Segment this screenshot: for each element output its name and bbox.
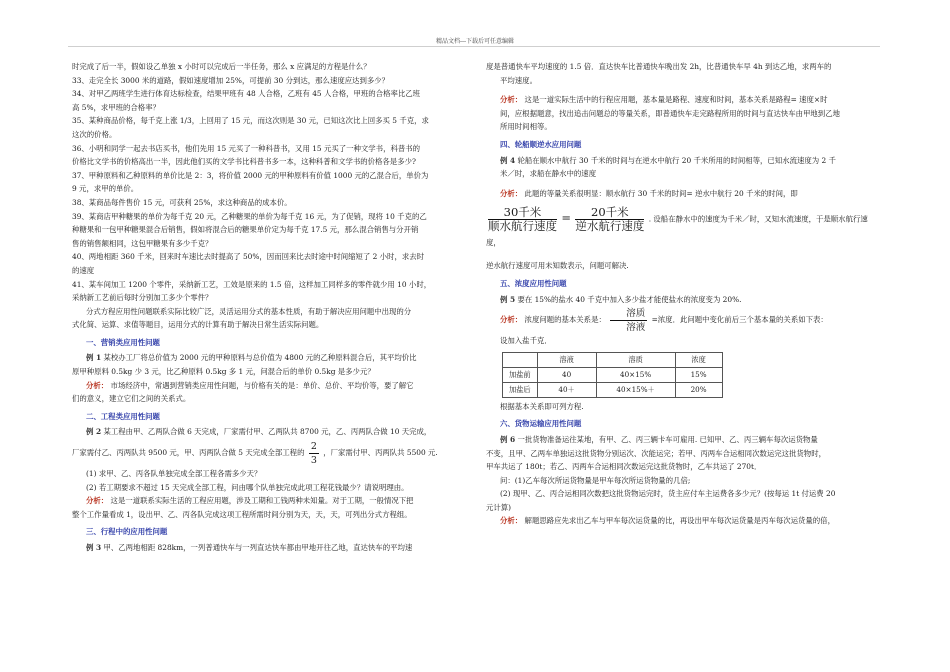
section-heading-engineering: 二、工程类应用性问题 — [86, 411, 160, 421]
fraction-numerator: 2 — [310, 440, 317, 452]
section-heading-transport: 六、货物运输应用性问题 — [500, 419, 582, 429]
text-line: 41、某车间加工 1200 个零件，采纳新工艺，工效是原来的 1.5 倍，这样加工同样多的零件就少用 10 小时， — [72, 279, 432, 289]
section-heading-marketing: 一、营销类应用性问题 — [86, 337, 160, 347]
table-header-row — [503, 352, 723, 367]
example-label: 例 3 — [86, 543, 102, 552]
question-1: (1) 求甲、乙、丙各队单独完成全部工程各需多少天？ — [86, 469, 262, 479]
analysis-text: 们的意义，建立它们之间的关系式。 — [72, 394, 191, 404]
text-line: 37、甲种原料和乙种原料的单价比是 2：3，将价值 2000 元的甲种原料有价值 1000 元的乙混合后，单价为 — [72, 170, 429, 180]
text-line: 设加入盐千克． — [500, 336, 552, 346]
text-line: 34、对甲乙两班学生进行体育达标检查，结果甲班有 48 人合格，乙班有 45 人合格，甲班的合格率比乙班 — [72, 89, 421, 99]
example-3 — [72, 541, 468, 555]
fraction-denominator: 顺水航行速度 — [488, 219, 557, 234]
text-line: 度是普通快车平均速度的 1.5 倍．直达快车比普通快车晚出发 2h，比普通快车早 4h 到达乙地，求两车的 — [486, 62, 832, 71]
fraction-numerator: 溶质 — [610, 307, 647, 321]
analysis-3 — [486, 93, 882, 107]
analysis-label: 分析： — [500, 188, 523, 198]
text-line: 售的销售额相同，这包甲糖果有多少千克？ — [72, 238, 213, 248]
text-line: 33、走完全长 3000 米的道路，假如速度增加 25%，可提前 30 分到达，那么速度应达到多少？ — [72, 75, 390, 85]
table-cell — [503, 352, 538, 367]
table-cell: 溶质 — [596, 352, 675, 367]
fraction-numerator: 20千米 — [575, 206, 644, 220]
analysis-6 — [486, 514, 882, 528]
example-text: 某工程由甲、乙两队合做 6 天完成，厂家需付甲、乙两队共 8700 元，乙、丙两队合做 10 天完成， — [103, 427, 432, 437]
question-2-cont: 元计算) — [486, 502, 512, 512]
fraction-concentration — [610, 307, 647, 334]
analysis-text: 这是一道联系实际生活的工程应用题，涉及工期和工钱两种未知量。对于工期，一般情况下把 — [110, 496, 414, 506]
text-line: 36、小明和同学一起去书店买书，他们先用 15 元买了一种科普书，又用 15 元买了一种文学书，科普书的 — [72, 143, 421, 153]
analysis-5 — [486, 306, 882, 334]
example-text: 甲、乙两地相距 828km，一列普通快车与一列直达快车都由甲地开往乙地，直达快车的平均速 — [103, 543, 413, 552]
example-2 — [72, 425, 468, 439]
question-2: (2) 现甲、乙、丙合运相同次数把这批货物运完时，货主应付车主运费各多少元？(按每运 1t 付运费 20 — [500, 489, 836, 499]
text-line: 的速度 — [72, 265, 95, 275]
table-cell: 40×15%＋ — [596, 382, 675, 397]
table-cell: 浓度 — [675, 352, 722, 367]
question-2: (2) 若工期要求不超过 15 天完成全部工程，问由哪个队单独完成此项工程花钱最少？请说明理由。 — [86, 482, 409, 492]
page-header: 精品文档---下载后可任意编辑 — [435, 38, 515, 45]
example-6 — [486, 433, 882, 447]
equation-line — [486, 206, 882, 253]
text-line: 9 元，求甲的单价。 — [72, 184, 139, 194]
analysis-text: 解题思路应先求出乙车与甲车每次运货量的比，再设出甲车每次运货量是丙车每次运货量的倍， — [524, 516, 835, 526]
fraction-downstream — [488, 206, 557, 233]
example-text: ，厂家需付甲、丙两队共 5500 元. — [323, 448, 438, 458]
summary-line: 分式方程应用性问题联系实际比较广泛，灵活运用分式的基本性质，有助于解决应用问题中出现的分 — [86, 306, 412, 316]
analysis-label: 分析： — [500, 95, 523, 105]
example-text-with-fraction — [72, 439, 468, 467]
table-row — [503, 367, 723, 382]
analysis-text: 间，应根据题意，找出追击问题总的等量关系，即普通快车走完路程所用的时间与直达快车由甲地到乙地 — [500, 108, 840, 118]
text-line: 价格比文学书的价格高出一半，因此他们买的文学书比科普书多一本，这种科普和文学书的价格各是多少? — [72, 157, 416, 167]
section-heading-boat: 四、轮船顺逆水应用问题 — [500, 139, 582, 149]
text-line: 根据基本关系即可列方程. — [500, 401, 584, 411]
text-line: 39、某商店甲种糖果的单价为每千克 20 元，乙种糖果的单价为每千克 16 元，为了促销，现将 10 千克的乙 — [72, 211, 427, 221]
analysis-2 — [72, 494, 468, 508]
text-line: 平均速度。 — [500, 75, 537, 85]
table-cell: 加盐后 — [503, 382, 538, 397]
example-text: 轮船在顺水中航行 30 千米的时间与在逆水中航行 20 千米所用的时间相等，已知水流速度为 2 千 — [517, 155, 836, 165]
table-cell: 20% — [675, 382, 722, 397]
table-cell: 加盐前 — [503, 367, 538, 382]
analysis-text: 浓度问题的基本关系是： — [524, 315, 606, 325]
analysis-1 — [72, 379, 468, 393]
analysis-4 — [486, 187, 882, 201]
example-label: 例 2 — [86, 427, 102, 437]
concentration-table — [502, 352, 723, 398]
table-cell: 溶液 — [537, 352, 596, 367]
example-label: 例 4 — [500, 155, 516, 165]
equation-tail: . 设船在静水中的速度为千米／时，又知水流速度，于是顺水航行速度， — [486, 214, 868, 248]
table-cell: 40×15% — [596, 367, 675, 382]
analysis-label: 分析： — [500, 315, 523, 325]
example-label: 例 6 — [500, 434, 516, 444]
fraction-numerator: 30千米 — [488, 206, 557, 220]
analysis-text: 此题的等量关系很明显：顺水航行 30 千米的时间= 逆水中航行 20 千米的时间，即 — [524, 188, 798, 198]
table-cell: 40 — [537, 367, 596, 382]
fraction-denominator: 溶液 — [626, 321, 646, 333]
text-line: 时完成了后一半，假如设乙单独 x 小时可以完成后一半任务，那么 x 应满足的方程是什么？ — [72, 62, 371, 71]
fraction-upstream — [575, 206, 644, 233]
text-line: 逆水航行速度可用未知数表示，问题可解决. — [486, 261, 629, 271]
example-text: 一批货物准备运往某地，有甲、乙、丙三辆卡车可雇用. 已知甲、乙、丙三辆车每次运货物量 — [517, 434, 818, 444]
header-divider — [68, 46, 880, 47]
left-column — [72, 60, 468, 555]
right-column — [486, 60, 882, 528]
example-text: 原甲种原料 0.5kg 少 3 元，比乙种原料 0.5kg 多 1 元，问混合后的单价 0.5kg 是多少元？ — [72, 367, 375, 377]
example-5 — [486, 293, 882, 307]
section-heading-concentration: 五、浓度应用性问题 — [500, 278, 567, 288]
analysis-text: 这是一道实际生活中的行程应用题，基本量是路程、速度和时间，基本关系是路程= 速度×时 — [524, 95, 828, 105]
example-text: 米／时，求船在静水中的速度 — [500, 169, 597, 179]
section-heading-travel: 三、行程中的应用性问题 — [86, 527, 168, 537]
text-line: 这次的价格。 — [72, 129, 117, 139]
text-line: 高 5%，求甲班的合格率？ — [72, 102, 160, 112]
text-line: 38、某商品每件售价 15 元，可获利 25%，求这种商品的成本价。 — [72, 197, 292, 207]
analysis-text: =浓度．此问题中变化前后三个基本量的关系如下表： — [651, 315, 828, 325]
example-label: 例 5 — [500, 294, 516, 304]
example-text: 不变，且甲、乙两车单独运这批货物分别运次、次能运完；若甲、丙两车合运相同次数运完这批货物时， — [486, 448, 826, 458]
example-text: 厂家需付乙、丙两队共 9500 元，甲、丙两队合做 5 天完成全部工程的 — [72, 448, 305, 458]
question-1: 问：(1)乙车每次所运货物量是甲车每次所运货物量的几倍; — [500, 475, 691, 485]
analysis-label: 分析： — [500, 516, 523, 526]
analysis-text: 市场经济中，常遇到营销类应用性问题，与价格有关的是：单价、总价、平均价等，要了解它 — [110, 380, 414, 390]
table-cell: 15% — [675, 367, 722, 382]
analysis-text: 整个工作量看成 1，设出甲、乙、丙各队完成这项工程所需时间分别为天，天，天，可列出分式方程组。 — [72, 509, 412, 519]
table-cell: 40＋ — [537, 382, 596, 397]
analysis-label: 分析： — [86, 496, 109, 506]
fraction-denominator: 逆水航行速度 — [575, 219, 645, 234]
text-line: 种糖果和一包甲种糖果混合后销售，假如将混合后的糖果单价定为每千克 17.5 元，那么混合销售与分开销 — [72, 225, 419, 235]
example-text: 某校办工厂将总价值为 2000 元的甲种原料与总价值为 4800 元的乙种原料混合后，其平均价比 — [103, 353, 417, 363]
fraction-denominator: 3 — [310, 454, 317, 466]
example-label: 例 1 — [86, 353, 102, 363]
example-text: 甲车共运了 180t；若乙、丙两车合运相同次数运完这批货物时，乙车共运了 270t． — [486, 462, 762, 472]
equals-sign: = — [561, 210, 571, 225]
analysis-text: 所用时间相等。 — [500, 122, 552, 132]
example-4 — [486, 154, 882, 168]
summary-line: 式化简、运算、求值等题目，运用分式的计算有助于解决日常生活实际问题。 — [72, 320, 324, 330]
table-row — [503, 382, 723, 397]
text-line: 采纳新工艺前后每时分别加工多少个零件？ — [72, 293, 213, 303]
example-text: 要在 15%的盐水 40 千克中加入多少盐才能使盐水的浓度变为 20%. — [517, 294, 742, 304]
example-1 — [72, 351, 468, 365]
text-line: 35、某种商品价格，每千克上涨 1/3，上回用了 15 元，而这次则是 30 元，已知这次比上回多买 5 千克，求 — [72, 116, 429, 126]
analysis-label: 分析： — [86, 380, 109, 390]
text-line: 40、两地相距 360 千米，回来时车速比去时提高了 50%，因而回来比去时途中时间缩短了 2 小时，求去时 — [72, 252, 425, 262]
fraction-two-thirds — [309, 440, 319, 467]
